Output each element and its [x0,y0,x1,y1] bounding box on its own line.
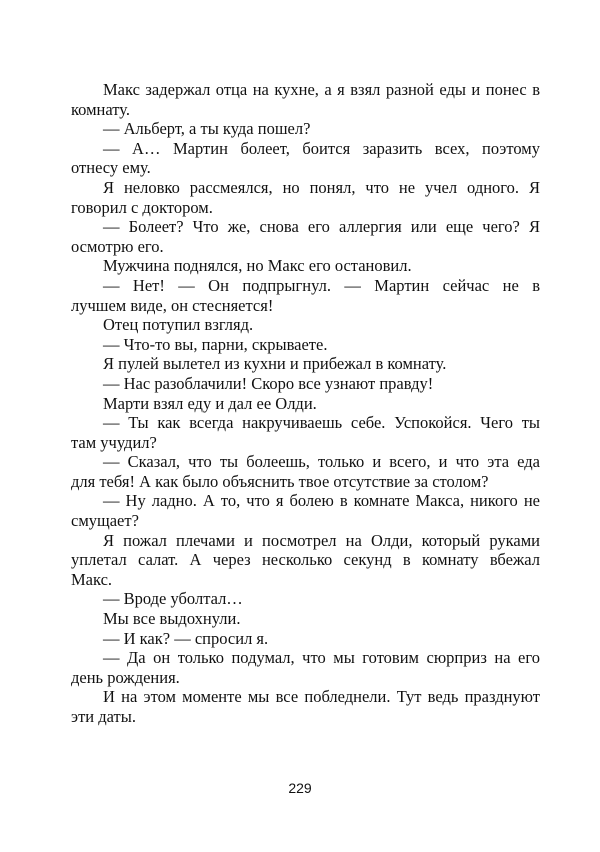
text-line: Мужчина поднялся, но Макс его остановил. [103,256,412,276]
text-line: лучшем виде, он стесняется! [71,295,274,315]
text-line: для тебя! А как было объяснить твое отсутствие за столом? [71,471,489,491]
text-line: И на этом моменте мы все побледнели. Тут ведь празднуют [103,687,540,707]
text-line: Марти взял еду и дал ее Олди. [103,393,317,413]
paragraph [71,80,540,119]
paragraph [71,138,540,178]
paragraph [71,217,540,256]
text-line: говорил с доктором. [71,197,213,217]
text-line: смущает? [71,511,139,531]
text-line: — Сказал, что ты болеешь, только и всего, и что эта еда [103,452,540,472]
paragraph [71,275,540,315]
paragraph [71,687,540,726]
text-line: Мы все выдохнули. [103,609,241,629]
paragraph [71,413,540,452]
text-line: — Нас разоблачили! Скоро все узнают правду! [103,373,434,393]
text-line: — Вроде уболтал… [103,589,243,609]
text-line: — И как? — спросил я. [103,628,269,648]
paragraph [71,177,540,217]
text-line: — Альберт, а ты куда пошел? [103,119,311,139]
text-line: день рождения. [71,667,180,687]
paragraph [103,374,540,394]
text-line: Отец потупил взгляд. [103,315,254,335]
text-line: — Ну ладно. А то, что я болею в комнате Макса, никого не [103,491,540,511]
paragraph [71,648,540,687]
text-line: — Болеет? Что же, снова его аллергия или еще чего? Я [103,217,540,237]
paragraph [71,491,540,531]
text-line: Макс. [71,569,113,589]
text-line: — Нет! — Он подпрыгнул. — Мартин сейчас не в [103,275,540,295]
paragraph [103,335,540,355]
text-line: эти даты. [71,707,136,726]
text-line: уплетал салат. А через несколько секунд в комнату вбежал [71,550,540,570]
text-line: — Ты как всегда накручиваешь себе. Успокойся. Чего ты [103,413,540,433]
paragraph [103,119,540,139]
text-line: — А… Мартин болеет, боится заразить всех, поэтому [103,138,540,158]
text-line: осмотрю его. [71,236,164,256]
text-line: комнату. [71,99,130,119]
paragraph [71,530,540,590]
text-line: отнесу ему. [71,158,151,178]
paragraph [103,629,540,649]
text-line: Макс задержал отца на кухне, а я взял разной еды и понес в [103,80,540,99]
paragraph [103,609,540,629]
text-line: Я пулей вылетел из кухни и прибежал в комнату. [103,354,447,374]
paragraph [103,315,540,335]
text-line: Я пожал плечами и посмотрел на Олди, который руками [103,530,540,550]
text-line: там учудил? [71,432,157,452]
paragraph [103,256,540,276]
paragraph [103,589,540,609]
body-text [71,80,540,727]
paragraph [103,394,540,414]
text-line: Я неловко рассмеялся, но понял, что не учел одного. Я [103,177,540,197]
paragraph [103,354,540,374]
text-line: — Что-то вы, парни, скрываете. [103,334,328,354]
paragraph [71,452,540,491]
text-line: — Да он только подумал, что мы готовим сюрприз на его [103,648,540,668]
page-number: 229 [288,780,312,796]
